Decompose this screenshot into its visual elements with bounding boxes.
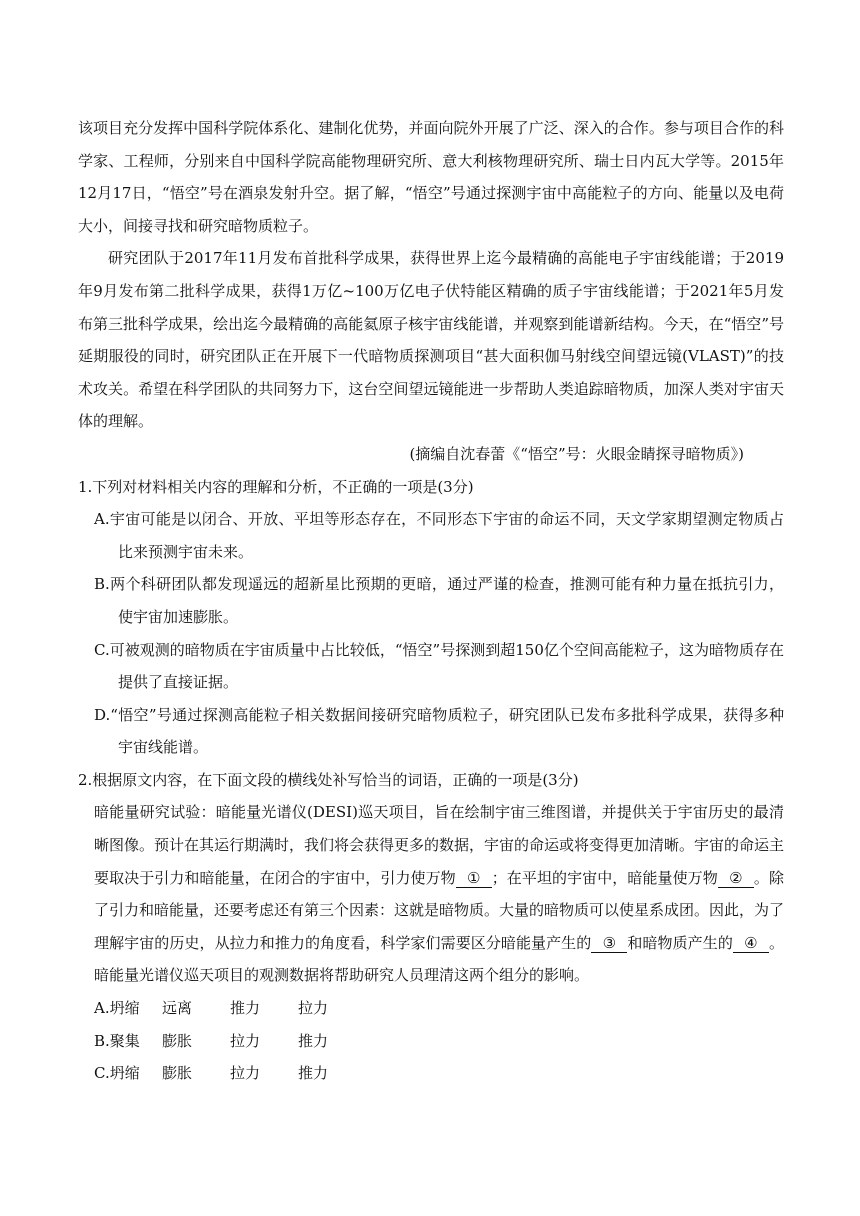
q1-option-c-text: 可被观测的暗物质在宇宙质量中占比较低，“悟空”号探测到超150亿个空间高能粒子，这为暗物质存在提供了直接证据。 xyxy=(109,640,784,692)
q1-option-b-label: B. xyxy=(94,575,110,594)
q2-choice-b-word-2: 膨胀 xyxy=(162,1031,193,1050)
q2-choice-c-label: C. xyxy=(94,1064,110,1083)
q2-choice-a-word-2: 远离 xyxy=(162,999,193,1018)
q2-choice-c-word1-text: 坍缩 xyxy=(109,1064,140,1083)
q2-passage-part3: 。除了引力和暗能量，还要考虑还有第三个因素：这就是暗物质。大量的暗物质可以使星系成团。因此，为了理解宇宙的历史，从拉力和推力的角度看，科学家们需要区分暗能量产生的 xyxy=(94,868,785,952)
q2-choice-b-word-1 xyxy=(94,1025,162,1058)
q2-passage-part5: 。暗能量光谱仪巡天项目的观测数据将帮助研究人员理清这两个组分的影响。 xyxy=(94,933,784,985)
q2-choice-a-word-1 xyxy=(94,992,162,1025)
q2-choice-b-label: B. xyxy=(94,1031,110,1050)
blank-1: ① xyxy=(456,869,492,888)
q1-option-a xyxy=(78,503,784,568)
q1-option-b xyxy=(78,568,784,633)
q1-option-d xyxy=(78,699,784,764)
q1-option-b-text: 两个科研团队都发现遥远的超新星比预期的更暗，通过严谨的检查，推测可能有种力量在抵抗引力，使宇宙加速膨胀。 xyxy=(109,575,784,626)
q2-passage xyxy=(78,796,784,992)
q2-choice-b xyxy=(78,1025,784,1058)
q2-choice-b-word-4: 推力 xyxy=(298,1031,329,1050)
second-paragraph: 研究团队于2017年11月发布首批科学成果，获得世界上迄今最精确的高能电子宇宙线能谱；于2019年9月发布第二批科学成果，获得1万亿~100万亿电子伏特能区精确的质子宇宙线能谱；于2021年5月发布第三批科学成果，绘出迄今最精确的高能氦原子核宇宙线能谱，并观察到能谱新结构。今天，在“悟空”号延期服役的同时，研究团队正在开展下一代暗物质探测项目“甚大面积伽马射线空间望远镜(VLAST)”的技术攻关。希望在科学团队的共同努力下，这台空间望远镜能进一步帮助人类追踪暗物质，加深人类对宇宙天体的理解。 xyxy=(78,249,784,431)
q1-option-a-label: A. xyxy=(94,510,110,529)
q2-passage-part4: 和暗物质产生的 xyxy=(627,933,733,952)
q2-choice-a-label: A. xyxy=(94,999,110,1018)
question-2-stem: 2.根据原文内容，在下面文段的横线处补写恰当的词语，正确的一项是(3分) xyxy=(78,770,579,789)
q2-choice-a-word-4: 拉力 xyxy=(298,999,329,1018)
q2-choice-a-word1-text: 坍缩 xyxy=(109,999,140,1018)
question-1-stem: 1.下列对材料相关内容的理解和分析，不正确的一项是(3分) xyxy=(78,477,474,496)
source-citation: (摘编自沈春蕾《“悟空”号：火眼金睛探寻暗物质》) xyxy=(409,444,744,463)
q2-choice-c-word-2: 膨胀 xyxy=(162,1064,193,1083)
q2-choice-c-word-4: 推力 xyxy=(298,1064,329,1083)
blank-2: ② xyxy=(718,869,754,888)
q2-choice-a xyxy=(78,992,784,1025)
q2-passage-part2: ；在平坦的宇宙中，暗能量使万物 xyxy=(491,868,718,887)
blank-3: ③ xyxy=(591,934,627,953)
q2-passage-part1: 暗能量研究试验：暗能量光谱仪(DESI)巡天项目，旨在绘制宇宙三维图谱，并提供关于宇宙历史的最清晰图像。预计在其运行期满时，我们将会获得更多的数据，宇宙的命运或将变得更加清晰。宇宙的命运主要取决于引力和暗能量，在闭合的宇宙中，引力使万物 xyxy=(94,803,785,887)
q1-option-d-label: D. xyxy=(94,705,111,724)
q2-choice-c xyxy=(78,1057,784,1090)
q1-option-c-label: C. xyxy=(94,640,110,659)
document-page xyxy=(78,112,784,1090)
blank-4: ④ xyxy=(733,934,769,953)
q2-choice-c-word-1 xyxy=(94,1057,162,1090)
q1-option-d-text: “悟空”号通过探测高能粒子相关数据间接研究暗物质粒子，研究团队已发布多批科学成果，获得多种宇宙线能谱。 xyxy=(110,705,784,757)
q1-option-a-text: 宇宙可能是以闭合、开放、平坦等形态存在，不同形态下宇宙的命运不同，天文学家期望测定物质占比来预测宇宙未来。 xyxy=(109,510,784,561)
q2-choice-b-word-3: 拉力 xyxy=(230,1031,261,1050)
q2-choice-c-word-3: 拉力 xyxy=(230,1064,261,1083)
q1-option-c xyxy=(78,634,784,699)
q2-choice-b-word1-text: 聚集 xyxy=(109,1031,140,1050)
intro-paragraph: 该项目充分发挥中国科学院体系化、建制化优势，并面向院外开展了广泛、深入的合作。参与项目合作的科学家、工程师，分别来自中国科学院高能物理研究所、意大利核物理研究所、瑞士日内瓦大学等。2015年12月17日，“悟空”号在酒泉发射升空。据了解，“悟空”号通过探测宇宙中高能粒子的方向、能量以及电荷大小，间接寻找和研究暗物质粒子。 xyxy=(78,119,784,235)
q2-choice-a-word-3: 推力 xyxy=(230,999,261,1018)
